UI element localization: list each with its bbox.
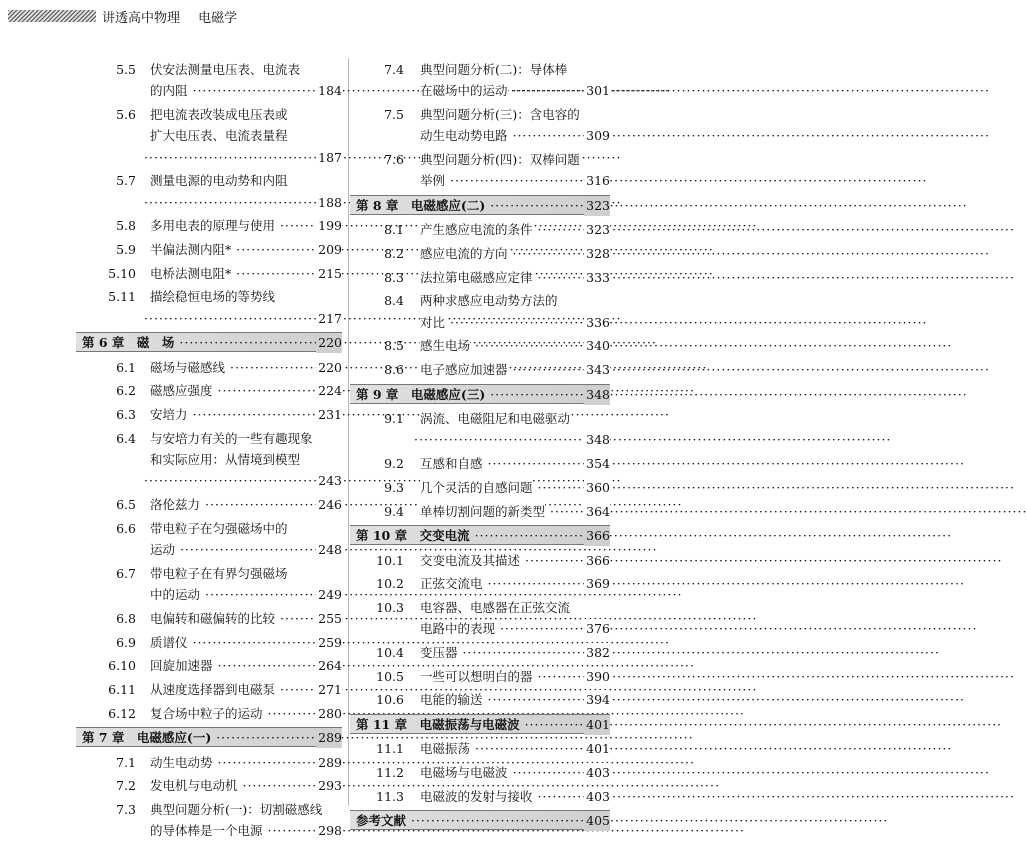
page-number: 328 <box>584 244 610 264</box>
section-number: 8.3 <box>384 269 404 285</box>
entry-title-line: 产生感应电流的条件 <box>420 222 533 238</box>
page-number: 246 <box>316 495 342 515</box>
entry-title-line: 法拉第电磁感应定律 <box>420 269 533 285</box>
entry-title-line: 互感和自感 <box>420 456 483 472</box>
chapter-title: 第 9 章 电磁感应(三) <box>356 386 486 402</box>
page-number: 323 <box>584 220 610 240</box>
page-number: 215 <box>316 264 342 284</box>
entry-title-line: 复合场中粒子的运动 <box>150 705 263 721</box>
page-number: 289 <box>316 728 342 748</box>
entry-title-line: 和实际应用：从情境到模型 <box>150 452 301 468</box>
header-title <box>102 7 251 26</box>
page-number: 289 <box>316 753 342 773</box>
page-number: 231 <box>316 405 342 425</box>
page-number: 343 <box>584 360 610 380</box>
section-number: 7.2 <box>116 778 136 794</box>
section-number: 10.3 <box>376 599 404 615</box>
section-number: 8.1 <box>384 222 404 238</box>
section-number: 10.4 <box>376 644 404 660</box>
section-number: 6.12 <box>108 705 136 721</box>
page-number: 293 <box>316 776 342 796</box>
page-number: 298 <box>316 821 342 841</box>
page-number: 264 <box>316 656 342 676</box>
section-number: 7.3 <box>116 802 136 817</box>
chapter-title: 第 11 章 电磁振荡与电磁波 <box>356 717 520 732</box>
entry-title-line: 带电粒子在有界匀强磁场 <box>150 565 288 581</box>
section-number: 6.9 <box>116 634 136 650</box>
entry-title-line: 典型问题分析(四)：双棒问题 <box>420 152 580 167</box>
page-number: 249 <box>316 585 342 605</box>
chapter-title: 第 6 章 磁 场 <box>82 335 175 351</box>
entry-title-line: 洛伦兹力 <box>150 497 201 513</box>
page-number: 340 <box>584 336 610 356</box>
section-number: 6.1 <box>116 359 136 375</box>
page-number: 403 <box>584 787 610 807</box>
entry-title-line: 典型问题分析(三)：含电容的 <box>420 107 580 122</box>
entry-title-line: 中的运动 <box>150 587 201 603</box>
page-number: 403 <box>584 763 610 783</box>
section-number: 7.6 <box>384 152 404 167</box>
entry-title-line: 发电机与电动机 <box>150 778 238 794</box>
page-number: 187 <box>316 148 342 168</box>
entry-title-line: 一些可以想明白的器 <box>420 668 533 684</box>
page-number: 364 <box>584 502 610 522</box>
entry-title-line: 几个灵活的自感问题 <box>420 479 533 495</box>
entry-title-line: 电磁场与电磁波 <box>420 765 508 780</box>
section-number: 6.6 <box>116 520 136 536</box>
entry-title-line: 感应电流的方向 <box>420 246 508 261</box>
entry-title-line: 电磁波的发射与接收 <box>420 788 533 804</box>
page-number: 259 <box>316 633 342 653</box>
section-number: 6.10 <box>108 658 136 674</box>
entry-title-line: 的内阻 <box>150 83 188 99</box>
entry-title-line: 动生电动势 <box>150 754 213 770</box>
entry-title-line: 感生电场 <box>420 338 471 354</box>
entry-title-line: 安培力 <box>150 407 188 423</box>
page-number: 309 <box>584 126 610 146</box>
entry-title-line: 运动 <box>150 542 176 558</box>
entry-title-line: 举例 <box>420 173 446 189</box>
page-number: 401 <box>584 739 610 759</box>
section-number: 5.10 <box>108 265 136 281</box>
section-number: 8.2 <box>384 246 404 261</box>
section-number: 10.5 <box>376 668 404 684</box>
entry-title-line: 把电流表改装成电压表或 <box>150 107 288 122</box>
page-number: 333 <box>584 268 610 288</box>
section-number: 5.6 <box>116 107 136 122</box>
page-number: 394 <box>584 690 610 710</box>
chapter-title: 第 10 章 交变电流 <box>356 528 470 544</box>
section-number: 8.6 <box>384 362 404 378</box>
page-number: 280 <box>316 704 342 724</box>
entry-title-line: 多用电表的原理与使用 <box>150 218 276 234</box>
entry-title-line: 测量电源的电动势和内阻 <box>150 173 288 189</box>
entry-title-line: 伏安法测量电压表、电流表 <box>150 62 301 77</box>
entry-title-line: 电子感应加速器 <box>420 362 508 378</box>
section-number: 11.3 <box>376 788 404 804</box>
page-number: 217 <box>316 309 342 329</box>
entry-title-line: 半偏法测内阻* <box>150 242 232 257</box>
page-number: 376 <box>584 619 610 639</box>
page-number: 354 <box>584 454 610 474</box>
entry-title-line: 单棒切割问题的新类型 <box>420 503 546 519</box>
entry-title-line: 扩大电压表、电流表量程 <box>150 128 288 144</box>
entry-title-line: 在磁场中的运动 <box>420 83 508 99</box>
section-number: 8.4 <box>384 293 404 309</box>
section-number: 6.3 <box>116 407 136 423</box>
section-number: 6.2 <box>116 383 136 399</box>
page-number: 209 <box>316 240 342 260</box>
page-number: 336 <box>584 313 610 333</box>
entry-title-line: 电桥法测电阻* <box>150 265 232 281</box>
section-number: 6.5 <box>116 497 136 513</box>
page-number: 323 <box>584 196 610 216</box>
entry-title-line: 涡流、电磁阻尼和电磁驱动 <box>420 411 571 427</box>
page-number: 390 <box>584 667 610 687</box>
section-number: 6.8 <box>116 610 136 626</box>
entry-title-line: 电路中的表现 <box>420 621 496 637</box>
section-number: 9.1 <box>384 411 404 427</box>
section-number: 9.2 <box>384 456 404 472</box>
section-number: 7.4 <box>384 62 404 77</box>
page-number: 348 <box>584 385 610 405</box>
page-number: 348 <box>584 430 610 450</box>
chapter-title: 第 8 章 电磁感应(二) <box>356 198 486 213</box>
entry-title-line: 动生电动势电路 <box>420 128 508 144</box>
page-header <box>8 6 648 26</box>
page-number: 188 <box>316 193 342 213</box>
page-number: 360 <box>584 478 610 498</box>
section-number: 5.8 <box>116 218 136 234</box>
page-number: 184 <box>316 81 342 101</box>
page-number: 248 <box>316 540 342 560</box>
entry-title-line: 从速度选择器到电磁泵 <box>150 681 276 697</box>
entry-title-line: 与安培力有关的一些有趣现象 <box>150 430 313 446</box>
entry-title-line: 电能的输送 <box>420 692 483 708</box>
entry-title-line: 的导体棒是一个电源 <box>150 823 263 839</box>
page-number: 255 <box>316 609 342 629</box>
header-decoration <box>8 10 96 22</box>
entry-title-line: 描绘稳恒电场的等势线 <box>150 289 276 305</box>
page-number: 220 <box>316 333 342 353</box>
entry-title-line: 对比 <box>420 314 446 330</box>
entry-title-line: 典型问题分析(二)：导体棒 <box>420 62 568 77</box>
entry-title-line: 带电粒子在匀强磁场中的 <box>150 520 288 536</box>
entry-title-line: 交变电流及其描述 <box>420 552 521 568</box>
entry-title-line: 两种求感应电动势方法的 <box>420 293 558 309</box>
page-number: 301 <box>584 81 610 101</box>
page-number: 401 <box>584 715 610 735</box>
page-number: 243 <box>316 471 342 491</box>
section-number: 5.7 <box>116 173 136 189</box>
page-number: 199 <box>316 216 342 236</box>
section-number: 6.7 <box>116 565 136 581</box>
section-number: 9.4 <box>384 503 404 519</box>
section-number: 11.2 <box>376 765 404 780</box>
entry-title-line: 磁场与磁感线 <box>150 359 226 375</box>
section-number: 11.1 <box>376 741 404 757</box>
entry-title-line: 变压器 <box>420 644 458 660</box>
book-title: 讲透高中物理 <box>102 11 181 26</box>
entry-title-line: 正弦交流电 <box>420 576 483 592</box>
entry-title-line: 电容器、电感器在正弦交流 <box>420 599 571 615</box>
page-number: 366 <box>584 551 610 571</box>
section-number: 6.11 <box>108 681 136 697</box>
page-number: 366 <box>584 526 610 546</box>
page-number: 316 <box>584 171 610 191</box>
section-number: 10.6 <box>376 692 404 708</box>
section-number: 6.4 <box>116 430 136 446</box>
page-number: 382 <box>584 643 610 663</box>
page-number: 369 <box>584 574 610 594</box>
entry-title-line: 电磁振荡 <box>420 741 471 757</box>
page-number: 405 <box>584 811 610 831</box>
page-number: 224 <box>316 381 342 401</box>
entry-title-line: 电偏转和磁偏转的比较 <box>150 610 276 626</box>
page-number: 220 <box>316 358 342 378</box>
chapter-title: 参考文献 <box>356 813 407 829</box>
section-number: 5.5 <box>116 62 136 77</box>
entry-title-line: 质谱仪 <box>150 634 188 650</box>
page-number: 271 <box>316 680 342 700</box>
section-number: 5.9 <box>116 242 136 257</box>
section-number: 8.5 <box>384 338 404 354</box>
section-number: 5.11 <box>108 289 136 305</box>
section-title: 电磁学 <box>198 11 238 26</box>
section-number: 7.1 <box>116 754 136 770</box>
section-number: 10.1 <box>376 552 404 568</box>
section-number: 7.5 <box>384 107 404 122</box>
entry-title-line: 典型问题分析(一)：切割磁感线 <box>150 802 323 817</box>
entry-title-line: 回旋加速器 <box>150 658 213 674</box>
entry-title-line: 磁感应强度 <box>150 383 213 399</box>
section-number: 9.3 <box>384 479 404 495</box>
section-number: 10.2 <box>376 576 404 592</box>
chapter-title: 第 7 章 电磁感应(一) <box>82 730 212 746</box>
